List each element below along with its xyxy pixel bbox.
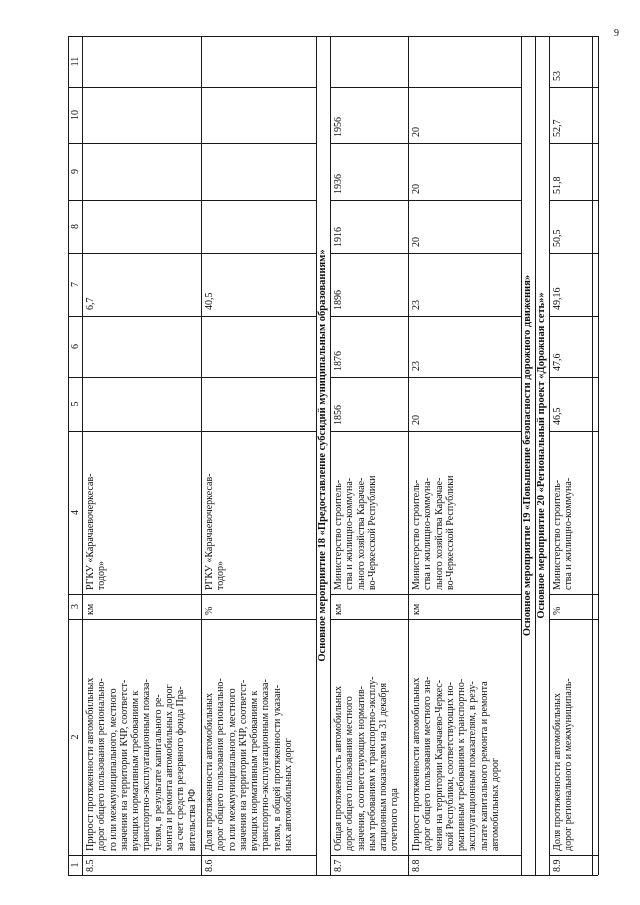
row-border-1 — [82, 36, 83, 875]
value-8.9-c11: 53 — [552, 71, 563, 81]
col-border-9-2 — [549, 143, 598, 144]
unit-8.6: % — [204, 606, 215, 615]
row-number-8.6: 8.6 — [204, 859, 215, 872]
unit-8.7: км — [333, 603, 344, 615]
section-heading-5: Основное мероприятие 19 «Повышение безопасности дорожного движения» — [522, 274, 533, 637]
table-edge-top — [68, 36, 598, 37]
value-8.7-c8: 1916 — [333, 227, 344, 247]
col-border-1-1 — [330, 855, 521, 856]
col-number-1: 1 — [70, 862, 81, 868]
col-border-8-0 — [68, 200, 316, 201]
value-8.9-c10: 52,7 — [552, 119, 563, 137]
row-border-4 — [330, 36, 331, 875]
value-8.9-c6: 47,6 — [552, 353, 563, 371]
responsible-8.8: Министерство строитель- ства и жилищно-коммуна- льного хозяйства Карачае- во-Черкесской Республики — [411, 475, 456, 590]
value-8.8-c5: 20 — [411, 415, 422, 425]
col-number-5: 5 — [70, 401, 81, 407]
value-8.7-c5: 1856 — [333, 405, 344, 425]
responsible-8.5: РГКУ «Карачаевочеркесав- тодор» — [85, 473, 108, 590]
col-number-9: 9 — [70, 169, 81, 174]
col-border-2-2 — [549, 619, 598, 620]
col-border-4-2 — [549, 431, 598, 432]
value-8.9-c9: 51,8 — [552, 176, 563, 194]
value-8.8-c10: 20 — [411, 127, 422, 137]
page-number: 9 — [614, 28, 619, 39]
col-border-9-1 — [330, 143, 521, 144]
col-border-3-0 — [68, 594, 316, 595]
indicator-name-8.7: Общая протяженность автомобильных дорог общего пользования местного значения, соответствующих норматив- ным требованиям к транспортно-эксплу- атационным показателям на 31 декабря отчетного года — [333, 676, 401, 851]
value-8.9-c8: 50,5 — [552, 229, 563, 247]
col-border-6-1 — [330, 316, 521, 317]
col-number-10: 10 — [70, 110, 81, 120]
responsible-8.6: РГКУ «Карачаевочеркесав- тодор» — [204, 473, 227, 590]
col-border-7-0 — [68, 253, 316, 254]
value-8.7-c10: 1956 — [333, 117, 344, 137]
value-8.7-c9: 1936 — [333, 174, 344, 194]
row-number-8.9: 8.9 — [552, 859, 563, 872]
col-border-4-1 — [330, 431, 521, 432]
value-8.9-c7: 49,16 — [552, 287, 563, 310]
col-number-8: 8 — [70, 224, 81, 229]
value-8.5-c7: 6,7 — [85, 297, 96, 310]
col-border-6-0 — [68, 316, 316, 317]
responsible-8.9: Министерство строитель- ства и жилищно-коммуна- — [552, 477, 575, 590]
col-border-3-1 — [330, 594, 521, 595]
col-border-3-2 — [549, 594, 598, 595]
col-border-4-0 — [68, 431, 316, 432]
responsible-8.7: Министерство строитель- ства и жилищно-коммуна- льного хозяйства Карачае- во-Черкесской Республики — [333, 475, 378, 590]
col-border-8-1 — [330, 200, 521, 201]
col-border-5-0 — [68, 377, 316, 378]
row-number-8.5: 8.5 — [85, 859, 96, 872]
col-border-2-0 — [68, 619, 316, 620]
col-border-7-1 — [330, 253, 521, 254]
col-number-6: 6 — [70, 344, 81, 349]
row-number-8.7: 8.7 — [333, 859, 344, 872]
col-border-10-1 — [330, 87, 521, 88]
col-border-10-2 — [549, 87, 598, 88]
col-border-2-1 — [330, 619, 521, 620]
value-8.9-c5: 46,5 — [552, 407, 563, 425]
indicator-name-8.6: Доля протяженности автомобильных дорог общего пользования регионально- го или межмуниципального, местного значения на территории КЧР, соответст- вующих нормативным требованиям к транспортно-эксплуатационным показа- телям, в общей протяженности указан- ных автомобильных дорог — [204, 678, 295, 851]
row-border-2 — [201, 36, 202, 875]
section-heading-2: Основное мероприятие 18 «Предоставление субсидий муниципальным образованиям» — [317, 249, 328, 662]
value-8.8-c7: 23 — [411, 300, 422, 310]
col-border-9-0 — [68, 143, 316, 144]
unit-8.9: % — [552, 606, 563, 615]
col-border-10-0 — [68, 87, 316, 88]
unit-8.5: км — [85, 603, 96, 615]
col-border-1-0 — [68, 855, 316, 856]
unit-8.8: км — [411, 603, 422, 615]
col-border-6-2 — [549, 316, 598, 317]
row-border-0 — [68, 36, 69, 875]
table-edge-bottom — [68, 875, 598, 876]
value-8.8-c8: 20 — [411, 237, 422, 247]
col-number-11: 11 — [70, 56, 81, 67]
indicator-name-8.5: Прирост протяженности автомобильных дорог общего пользования регионально- го или межмуниципального, местного значения на территории КЧР, соответст- вующих нормативным требованиям к транспортно-эксплуатационным показа- телям, в результате капитального ре- монта и ремонта автомобильных дорог за счет средств резервного фонда Пра- вительства РФ — [85, 677, 198, 851]
value-8.8-c9: 20 — [411, 184, 422, 194]
value-8.7-c6: 1876 — [333, 351, 344, 371]
indicator-name-8.8: Прирост протяженности автомобильных дорог общего пользования местного зна- чения на территории Карачаево-Черкес- ской Республики, соответствующих но- рмативным требованиям к транспортно- эксплуатационным показателям, в резу- льтате капитального ремонта и ремонта автомобильных дорог — [411, 676, 502, 851]
col-border-5-2 — [549, 377, 598, 378]
col-border-8-2 — [549, 200, 598, 201]
col-number-3: 3 — [70, 604, 81, 609]
col-border-1-2 — [549, 855, 598, 856]
row-border-5 — [408, 36, 409, 875]
col-border-7-2 — [549, 253, 598, 254]
section-heading-6: Основное мероприятие 20 «Региональный проект «Дорожная сеть»» — [536, 292, 547, 619]
value-8.8-c6: 23 — [411, 361, 422, 371]
col-number-4: 4 — [70, 510, 81, 515]
row-number-8.8: 8.8 — [411, 859, 422, 872]
value-8.7-c7: 1896 — [333, 290, 344, 310]
table-edge-right — [598, 36, 599, 875]
col-number-2: 2 — [70, 734, 81, 740]
col-number-7: 7 — [70, 282, 81, 287]
row-border-8 — [549, 36, 550, 875]
row-border-9 — [592, 36, 593, 875]
indicator-name-8.9: Доля протяженности автомобильных дорог регионального и межмуниципаль- — [552, 678, 575, 851]
col-border-5-1 — [330, 377, 521, 378]
value-8.6-c7: 40,5 — [204, 292, 215, 310]
